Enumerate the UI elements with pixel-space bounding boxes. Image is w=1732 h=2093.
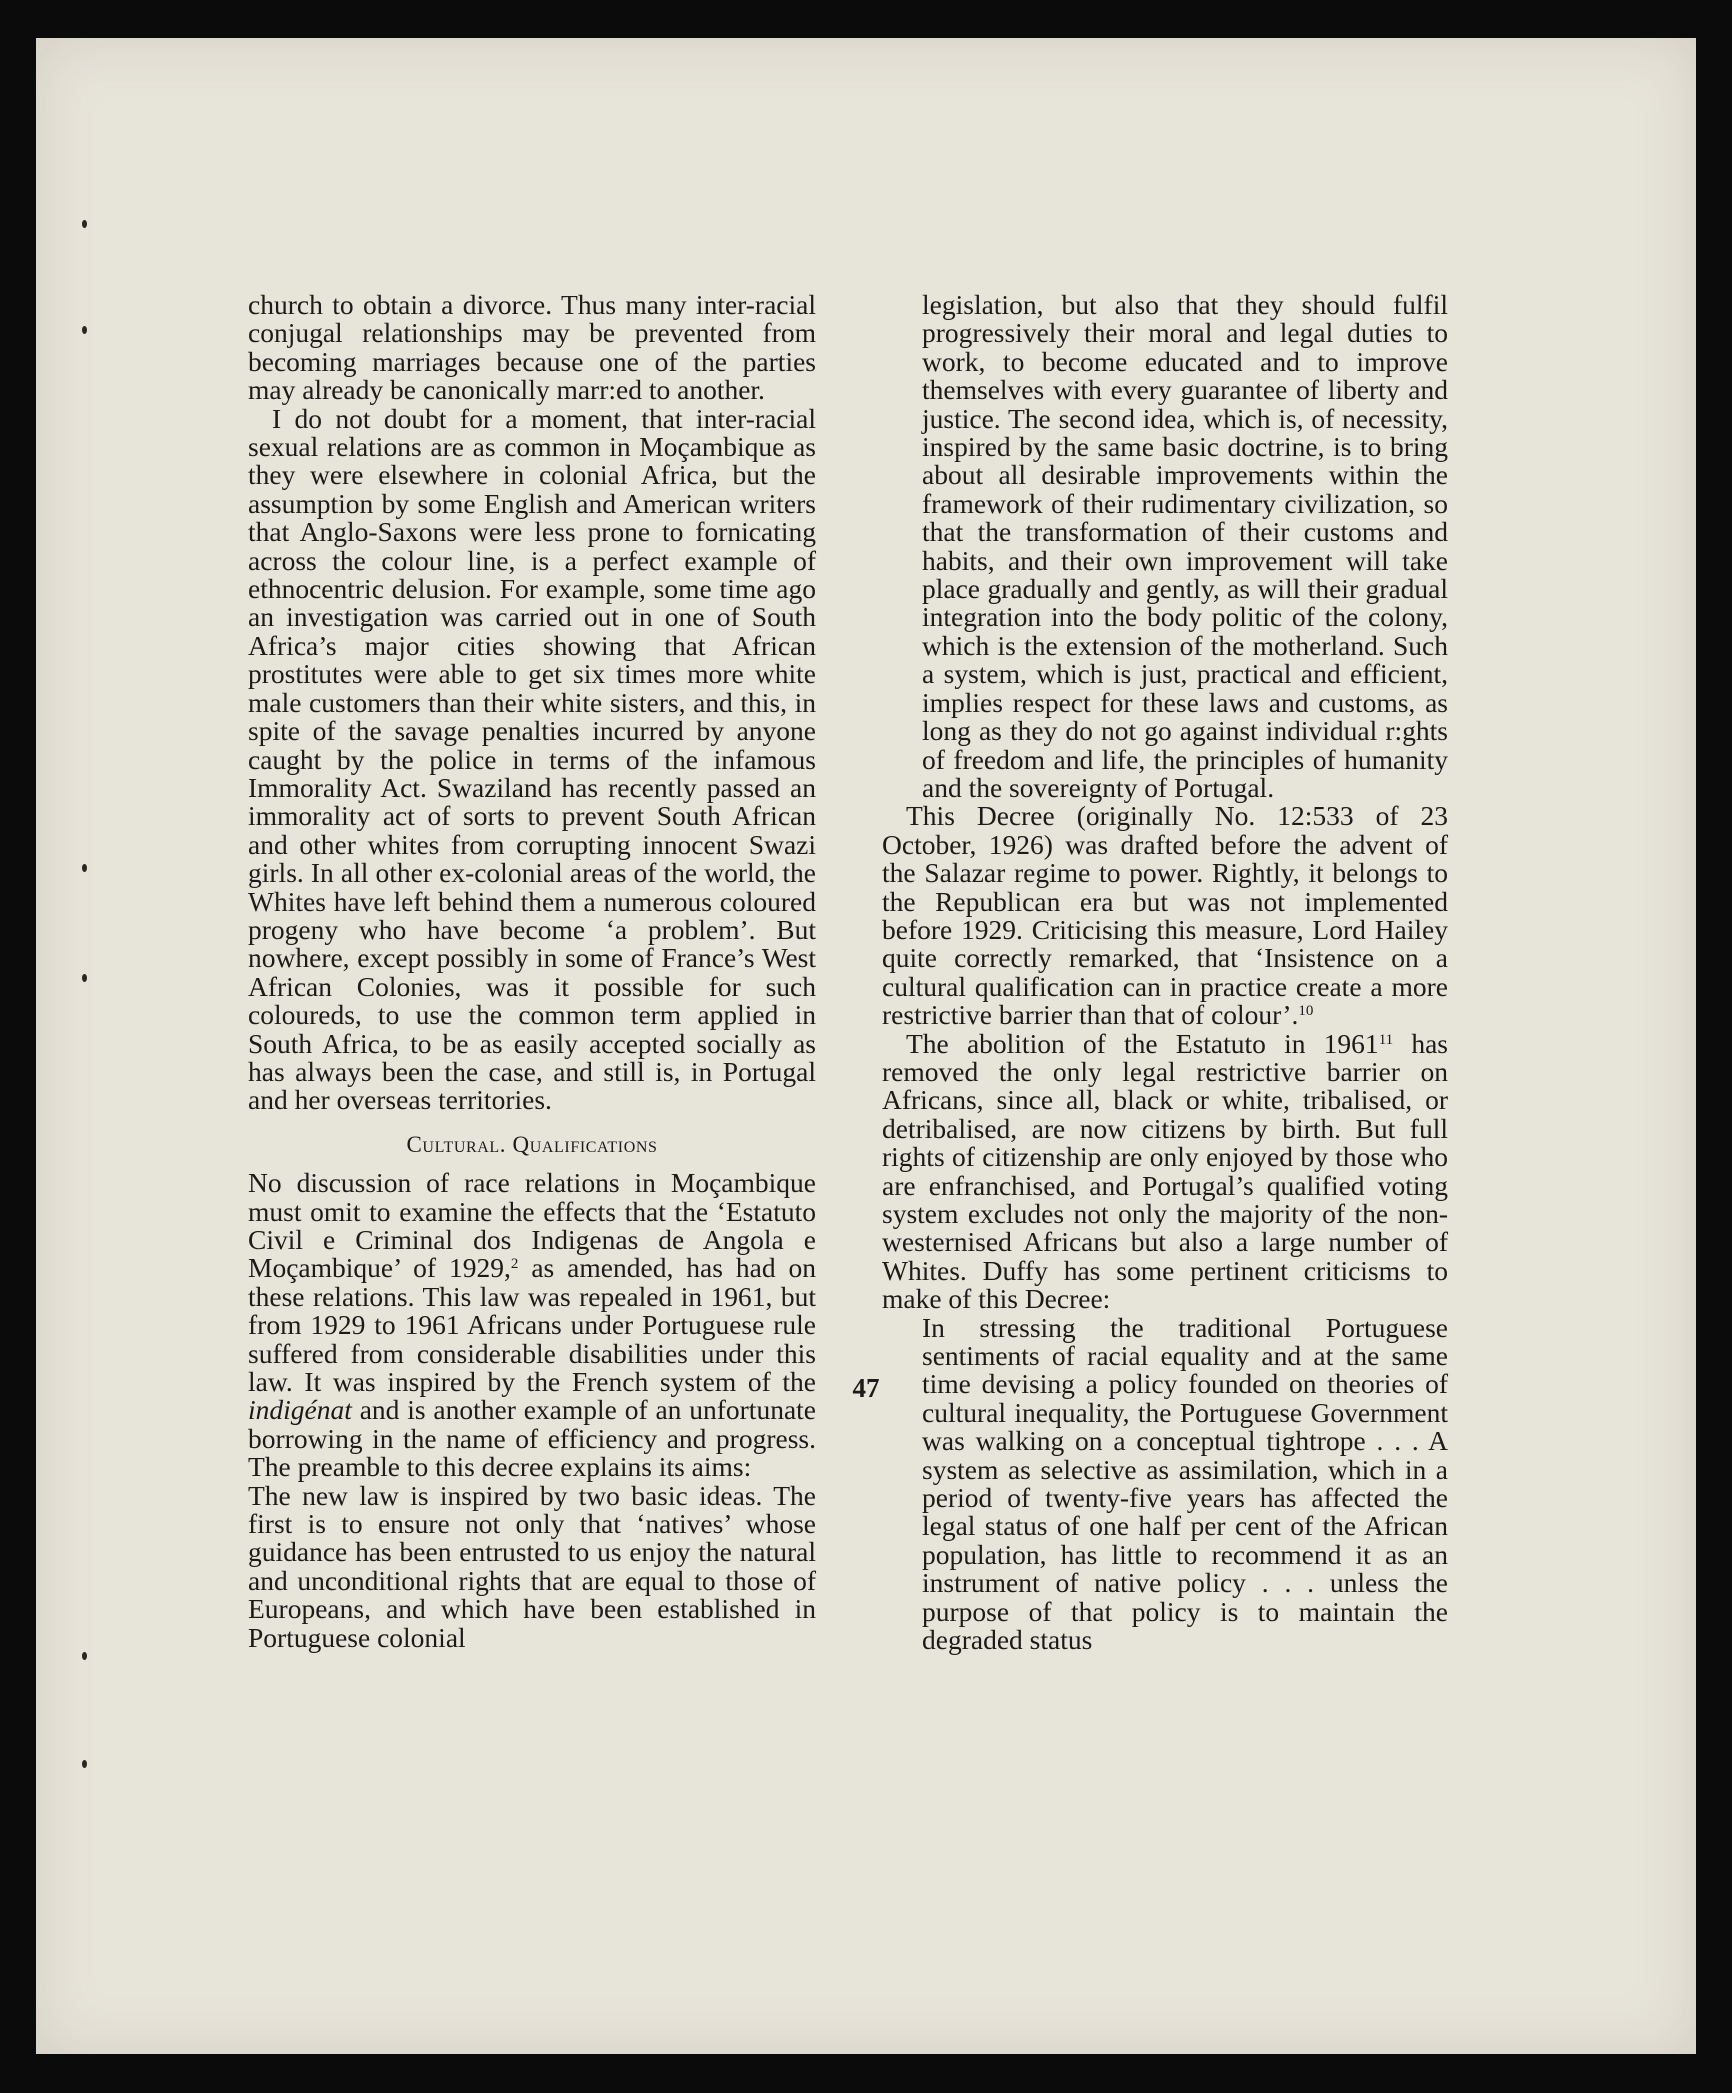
paragraph: No discussion of race relations in Moçambique must omit to examine the effects that the ‘Estatuto Civil e Criminal dos Indigenas de Angola e Moçambique’ of 1929,$^2$ as amended, has had on these relations. This law was repealed in 1961, but from 1929 to 1961 Africans under Portuguese rule suffered from considerable disabilities under this law. It was inspired by the French system of the indigénat and is another example of an unfortunate borrowing in the name of efficiency and progress. The preamble to this decree explains its aims: xyxy=(248,1167,817,1483)
left-column xyxy=(248,291,816,1652)
binding-hole-mark xyxy=(82,1760,87,1768)
binding-hole-mark xyxy=(82,220,87,228)
binding-hole-mark xyxy=(82,1652,87,1660)
footnote-ref: 2 xyxy=(510,1256,519,1273)
binding-hole-mark xyxy=(82,974,87,982)
binding-hole-mark xyxy=(82,326,87,334)
italic-term: indigénat xyxy=(248,1394,352,1426)
section-heading: Cultural. Qualifications xyxy=(406,1131,658,1157)
binding-hole-mark xyxy=(82,864,87,872)
block-quote: In stressing the traditional Portuguese sentiments of racial equality and at the same time devising a policy founded on theories of cultural inequality, the Portuguese Government was walking on a conceptual tightrope . . . A system as selective as assimilation, which in a period of twenty-five years has affected the legal status of one half per cent of the African population, has little to recommend it as an instrument of native policy . . . unless the purpose of that policy is to maintain the degraded status xyxy=(922,1311,1448,1656)
right-column xyxy=(882,291,1448,1655)
paragraph: I do not doubt for a moment, that inter-racial sexual relations are as common in Moçambique as they were elsewhere in colonial Africa, but the assumption by some English and American writers that Anglo-Saxons were less prone to fornicating across the colour line, is a perfect example of ethnocentric delusion. For example, some time ago an investigation was carried out in one of South Africa’s major cities showing that African prostitutes were able to get six times more white male customers than their white sisters, and this, in spite of the savage penalties incurred by anyone caught by the police in terms of the infamous Immorality Act. Swaziland has recently passed an immorality act of sorts to prevent South African and other whites from corrupting innocent Swazi girls. In all other ex-colonial areas of the world, the Whites have left behind them a numerous coloured progeny who have become ‘a problem’. But nowhere, except possibly in some of France’s West African Colonies, was it possible for such coloureds, to use the common term applied in South Africa, to be as easily accepted socially as has always been the case, and still is, in Portugal and her overseas territories. xyxy=(248,402,816,1116)
paragraph: church to obtain a divorce. Thus many inter-racial conjugal relationships may be prevented from becoming marriages because one of the parties may already be canonically marr:ed to another. xyxy=(248,289,816,406)
block-quote: The new law is inspired by two basic ideas. The first is to ensure not only that ‘natives’ whose guidance has been entrusted to us enjoy the natural and unconditional rights that are equal to those of Europeans, and which have been established in Portuguese colonial xyxy=(248,1479,816,1653)
paragraph: The abolition of the Estatuto in 1961$^{11}$ has removed the only legal restrictive barrier on Africans, since all, black or white, tribalised, or detribalised, are now citizens by birth. But full rights of citizenship are only enjoyed by those who are enfranchised, and Portugal’s qualified voting system excludes not only the majority of the non-westernised Africans but also a large number of Whites. Duffy has some pertinent criticisms to make of this Decree: xyxy=(882,1027,1448,1315)
footnote-ref: 10 xyxy=(1298,1003,1314,1020)
document-page xyxy=(36,38,1696,2054)
footnote-ref: 11 xyxy=(1378,1031,1394,1048)
page-number: 47 xyxy=(852,1373,880,1403)
block-quote-continued: legislation, but also that they should fulfil progressively their moral and legal duties to work, to become educated and to improve themselves with every guarantee of liberty and justice. The second idea, which is, of necessity, inspired by the same basic doctrine, is to bring about all desirable improvements within the framework of their rudimentary civilization, so that the transformation of their customs and habits, and their own improvement will take place gradually and gently, as will their gradual integration into the body politic of the colony, which is the extension of the motherland. Such a system, which is just, practical and efficient, implies respect for these laws and customs, as long as they do not go against individual r:ghts of freedom and life, the principles of humanity and the sovereignty of Portugal. xyxy=(922,289,1448,803)
paragraph: This Decree (originally No. 12:533 of 23 October, 1926) was drafted before the advent of the Salazar regime to power. Rightly, it belongs to the Republican era but was not implemented before 1929. Criticising this measure, Lord Hailey quite correctly remarked, that ‘Insistence on a cultural qualification can in practice create a more restrictive barrier than that of colour’.$^{10}$ xyxy=(882,800,1448,1031)
